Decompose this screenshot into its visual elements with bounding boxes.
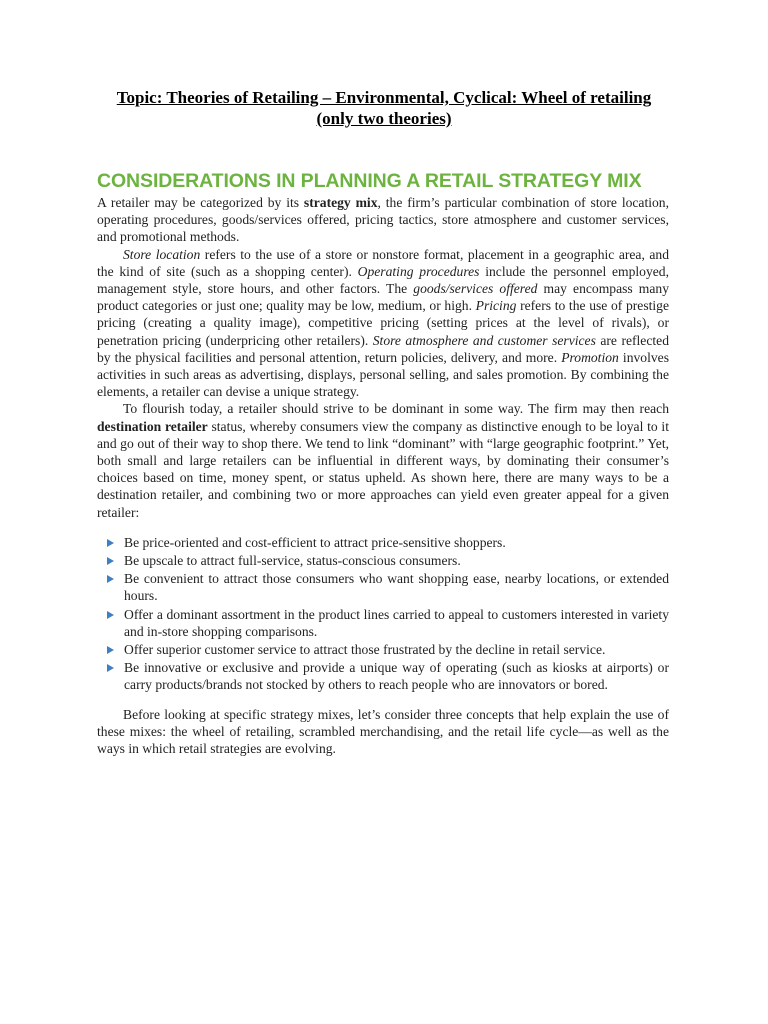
list-item [97, 552, 669, 569]
topic-line-1: Topic: Theories of Retailing – Environmental, Cyclical: Wheel of retailing [116, 88, 652, 107]
triangle-bullet-icon [107, 611, 114, 619]
list-item-text: Be price-oriented and cost-efficient to attract price-sensitive shoppers. [124, 534, 506, 550]
term-goods-services: goods/services offered [413, 281, 538, 297]
list-item [97, 534, 669, 551]
list-item-text: Offer a dominant assortment in the product lines carried to appeal to customers interested in variety and in-store shopping comparisons. [124, 606, 669, 639]
triangle-bullet-icon [107, 646, 114, 654]
text-run: To flourish today, a retailer should strive to be dominant in some way. The firm may then reach [123, 401, 669, 417]
term-store-atmosphere: Store atmosphere and customer services [372, 332, 596, 348]
triangle-bullet-icon [107, 539, 114, 547]
list-item-text: Be upscale to attract full-service, status-conscious consumers. [124, 553, 461, 569]
text-run: include the personnel employed, management style, store hours, and other factors. The [97, 263, 669, 297]
list-item [97, 641, 669, 658]
list-item [97, 570, 669, 604]
list-item-text: Be innovative or exclusive and provide a unique way of operating (such as kiosks at airports) or carry products/brands not stocked by others to reach people who are innovators or bored. [124, 660, 669, 693]
term-operating-procedures: Operating procedures [357, 263, 480, 279]
list-item-text: Offer superior customer service to attract those frustrated by the decline in retail service. [124, 642, 606, 658]
paragraph-3 [97, 400, 669, 520]
strategy-bullet-list [97, 534, 669, 694]
term-pricing: Pricing [475, 298, 517, 314]
topic-line-2: (only two theories) [316, 109, 452, 128]
text-run: refers to the use of prestige pricing (creating a quality image), competitive pricing (setting prices at the level of rivals), or penetration pricing (underpricing other retailers). [97, 298, 669, 348]
triangle-bullet-icon [107, 575, 114, 583]
list-item-text: Be convenient to attract those consumers who want shopping ease, nearby locations, or extended hours. [124, 571, 669, 604]
body-text [97, 194, 669, 757]
triangle-bullet-icon [107, 557, 114, 565]
triangle-bullet-icon [107, 664, 114, 672]
text-run: status, whereby consumers view the company as distinctive enough to be loyal to it and go out of their way to shop there. We tend to link “dominant” with “large geographic footprint.” Yet, both small and large retailers can be influential in different ways, by dominating their consumer’s choices based on time, money spent, or status upheld. As shown here, there are many ways to be a destination retailer, and combining two or more approaches can yield even greater appeal for a given retailer: [97, 418, 669, 520]
topic-title [90, 87, 678, 129]
term-strategy-mix: strategy mix [303, 195, 378, 210]
text-run: A retailer may be categorized by its [97, 195, 304, 210]
term-destination-retailer: destination retailer [97, 418, 208, 434]
text-run: involves activities in such areas as advertising, displays, personal selling, and sales promotion. By combining the elements, a retailer can devise a unique strategy. [97, 349, 669, 400]
paragraph-1 [97, 194, 669, 246]
term-promotion: Promotion [561, 349, 619, 365]
paragraph-4: Before looking at specific strategy mixes, let’s consider three concepts that help explain the use of these mixes: the wheel of retailing, scrambled merchandising, and the retail life cycle—as well as the ways in which retail strategies are evolving. [97, 706, 669, 757]
text-run: refers to the use of a store or nonstore format, placement in a geographic area, and the kind of site (such as a shopping center). [97, 246, 670, 279]
text-run: are reflected by the physical facilities and personal attention, return policies, delivery, and more. [97, 332, 669, 365]
section-heading: CONSIDERATIONS IN PLANNING A RETAIL STRATEGY MIX [97, 170, 642, 192]
paragraph-2 [97, 246, 669, 401]
list-item [97, 659, 669, 693]
list-item [97, 606, 669, 640]
term-store-location: Store location [123, 246, 201, 262]
text-run: may encompass many product categories or just one; quality may be low, medium, or high. [97, 281, 670, 314]
text-run: , the firm’s particular combination of store location, operating procedures, goods/services offered, pricing tactics, store atmosphere and customer services, and promotional methods. [97, 195, 670, 245]
